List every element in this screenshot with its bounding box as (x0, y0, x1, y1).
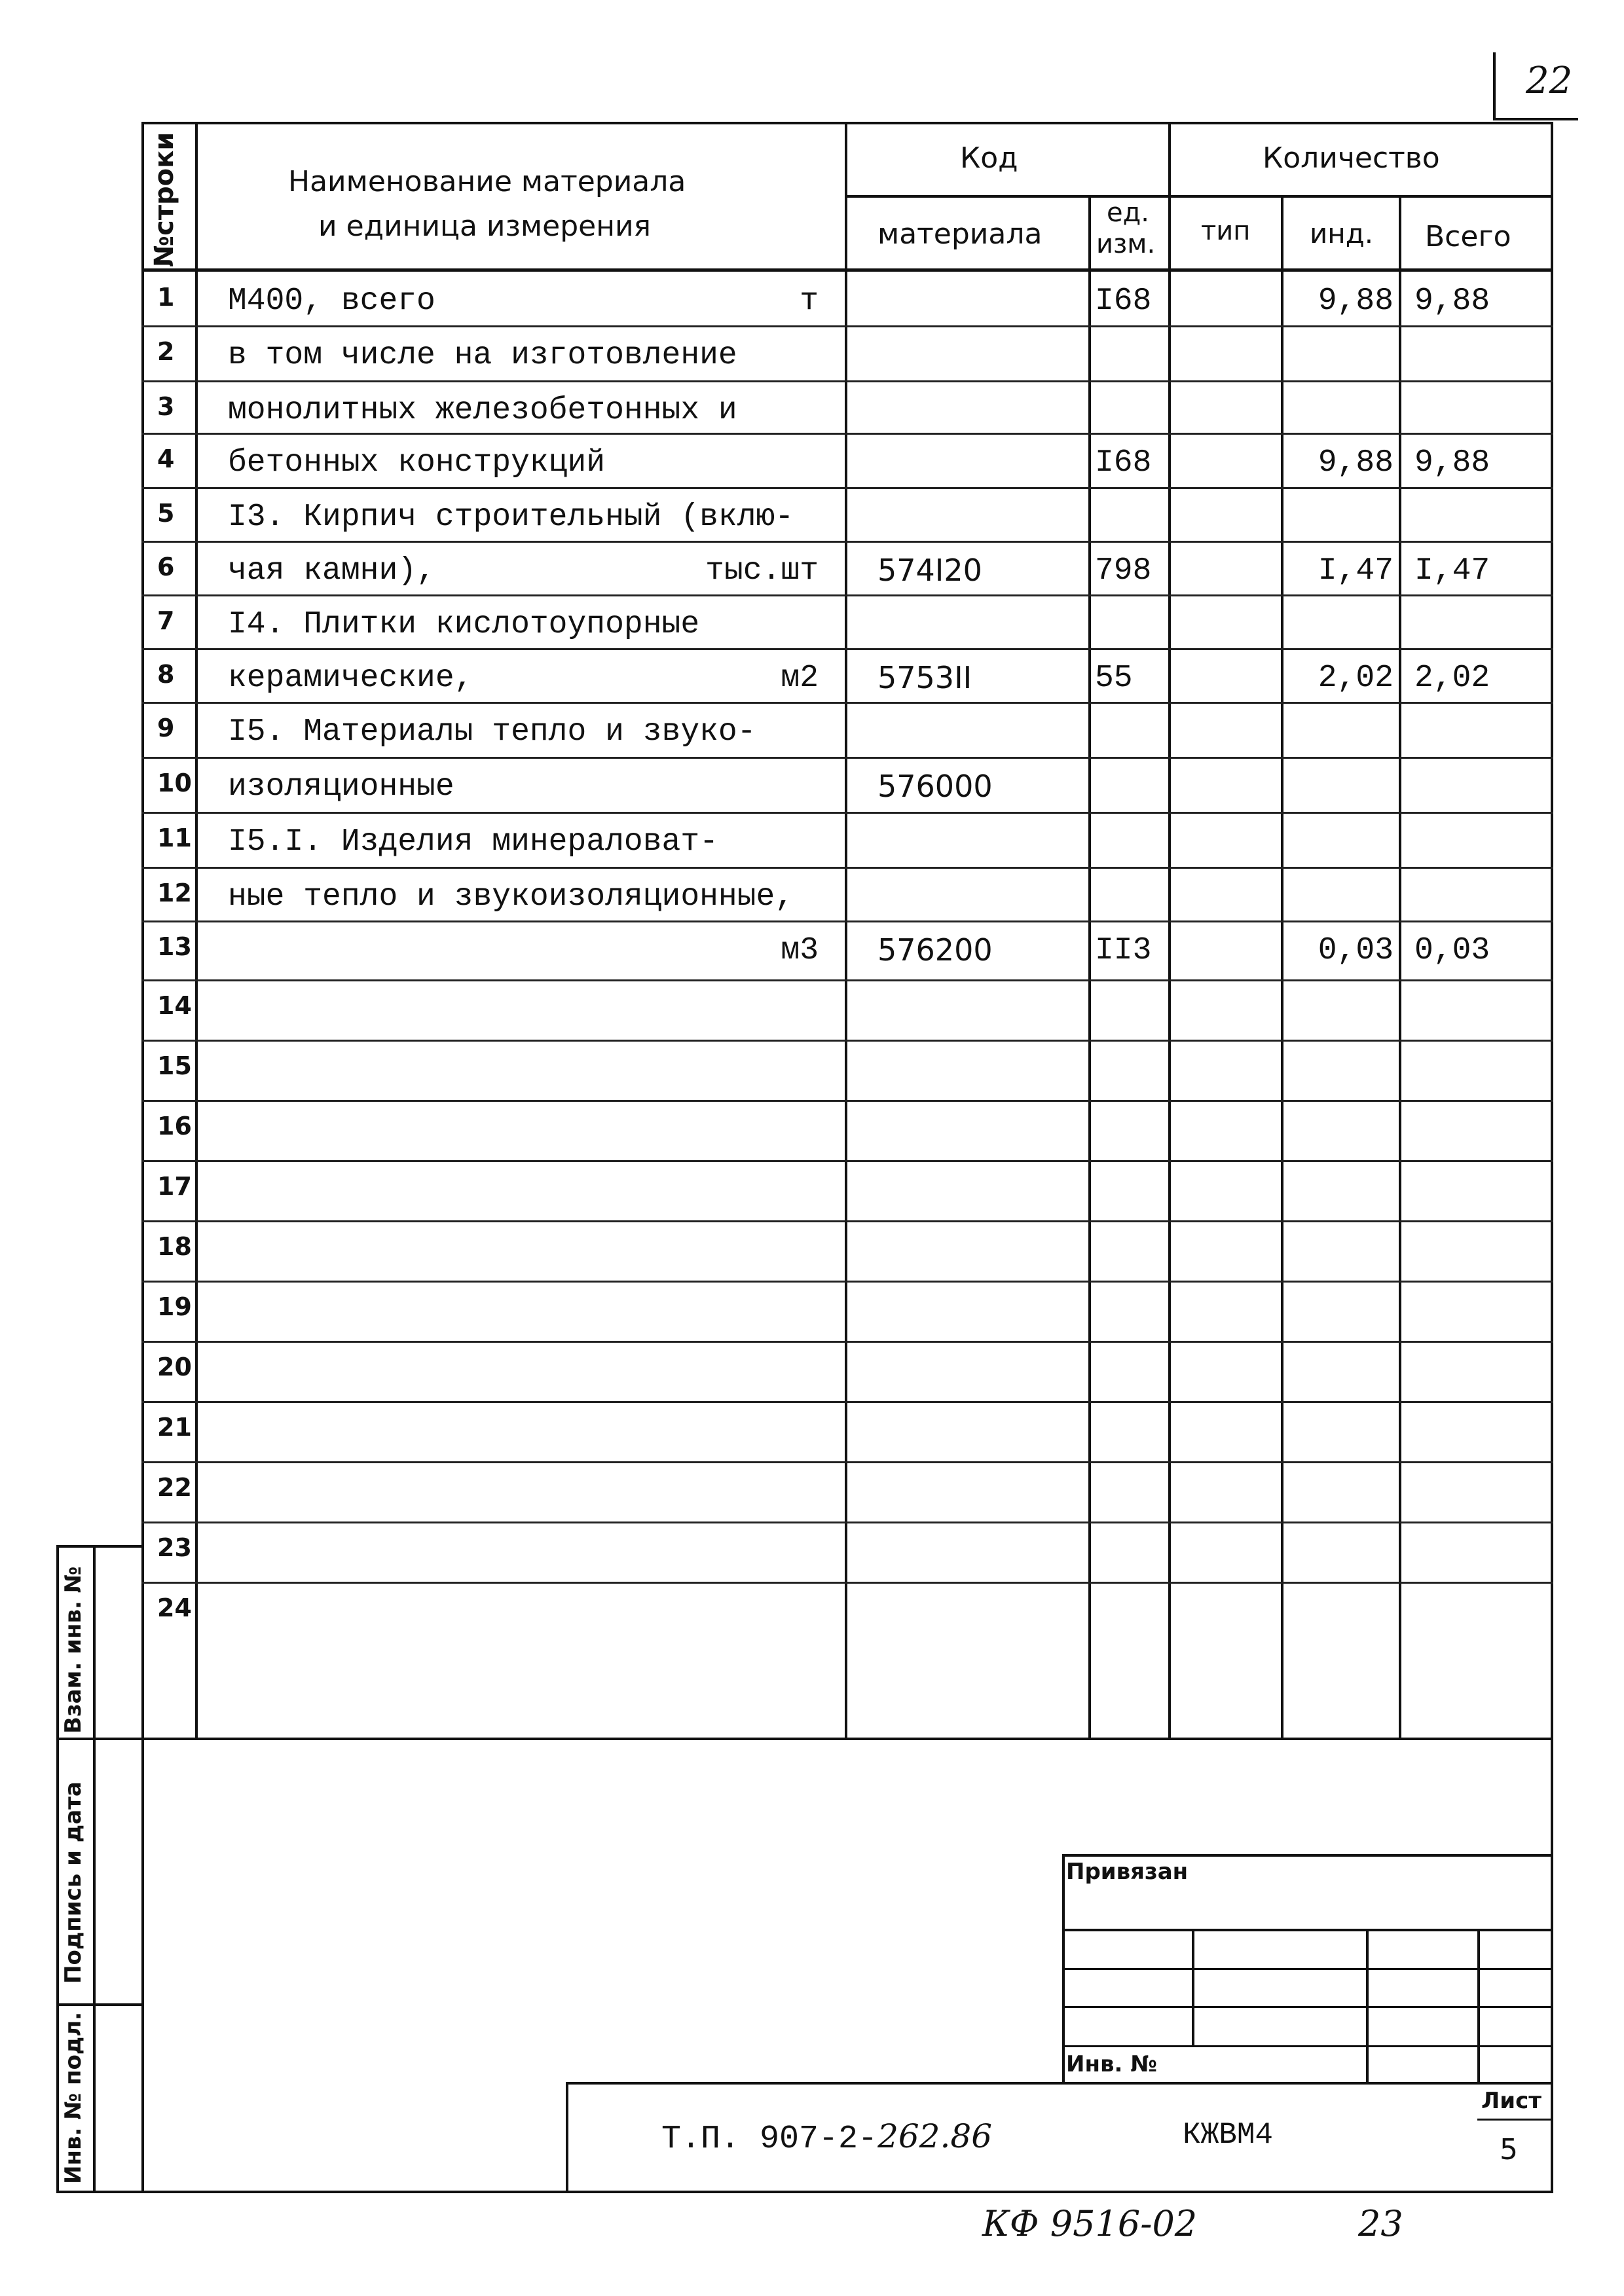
row-number: 19 (157, 1292, 192, 1321)
row-separator (141, 757, 1553, 759)
row-separator (141, 812, 1553, 814)
row-number: 10 (157, 769, 192, 797)
cell-unit-name: т (800, 283, 819, 319)
cell-ind: 9,88 (1318, 445, 1393, 481)
cell-ind: 9,88 (1318, 283, 1393, 319)
unit-header-line2: изм. (1096, 229, 1156, 259)
row-separator (141, 594, 1553, 596)
row-separator (141, 487, 1553, 489)
row-number: 23 (157, 1533, 192, 1562)
row-separator (141, 1401, 1553, 1403)
cell-total: I,47 (1414, 553, 1490, 589)
cell-total: 2,02 (1414, 661, 1490, 696)
row-separator (141, 867, 1553, 869)
sheet-label: Лист (1481, 2088, 1541, 2114)
row-number: 15 (157, 1051, 192, 1080)
row-separator (141, 702, 1553, 704)
cell-code: 576200 (877, 932, 993, 968)
cell-unit: 55 (1095, 661, 1133, 696)
code-header: Код (960, 141, 1018, 175)
row-number: 4 (157, 445, 175, 473)
row-number: 22 (157, 1473, 192, 1502)
cell-unit-name: тыс.шт (705, 553, 819, 589)
cell-name: изоляционные (228, 769, 454, 805)
cell-unit: I68 (1095, 445, 1152, 481)
row-separator (141, 1522, 1553, 1523)
cell-name: М400, всего (228, 283, 435, 319)
ind-header: инд. (1310, 217, 1374, 249)
row-number: 7 (157, 606, 175, 635)
cell-code: 576000 (877, 769, 993, 804)
row-number-header: №строки (149, 132, 179, 267)
row-number: 6 (157, 553, 175, 581)
cell-name: монолитных железобетонных и (228, 393, 737, 428)
row-number: 21 (157, 1413, 192, 1442)
vzam-inv-label: Взам. инв. № (60, 1566, 86, 1734)
type-header: тип (1201, 216, 1251, 246)
cell-unit: 798 (1095, 553, 1152, 589)
unit-header-line1: ед. (1107, 198, 1149, 228)
row-separator (141, 648, 1553, 650)
cell-name: I5. Материалы тепло и звуко- (228, 714, 756, 750)
row-number: 8 (157, 660, 175, 689)
cell-unit: II3 (1095, 933, 1152, 968)
document-code-prefix: Т.П. 907-2- (661, 2121, 878, 2158)
cell-name: керамические, (228, 661, 473, 696)
row-separator (141, 1341, 1553, 1343)
sheet-number: 5 (1500, 2133, 1518, 2166)
row-number: 2 (157, 337, 175, 366)
cell-total: 9,88 (1414, 445, 1490, 481)
row-separator (141, 433, 1553, 435)
row-separator (141, 1461, 1553, 1463)
row-number: 9 (157, 714, 175, 742)
row-separator (141, 1100, 1553, 1102)
row-number: 13 (157, 932, 192, 961)
cell-code: 5753II (877, 660, 972, 695)
cell-name: I3. Кирпич строительный (вклю- (228, 500, 794, 535)
inv-no-label: Инв. № (1066, 2051, 1158, 2077)
cell-unit: I68 (1095, 283, 1152, 319)
document-mark: КЖВМ4 (1183, 2118, 1274, 2152)
material-code-header: материала (877, 217, 1043, 251)
row-number: 11 (157, 824, 192, 852)
cell-unit-name: м3 (781, 933, 819, 968)
row-number: 14 (157, 991, 192, 1020)
row-separator (141, 380, 1553, 382)
cell-unit-name: м2 (781, 661, 819, 696)
name-header-line2: и единица измерения (318, 210, 652, 243)
row-separator (141, 1040, 1553, 1042)
row-number: 3 (157, 392, 175, 421)
cell-total: 0,03 (1414, 933, 1490, 968)
row-separator (141, 920, 1553, 922)
row-separator (141, 979, 1553, 981)
row-separator (141, 1281, 1553, 1283)
document-code-number: 262.86 (877, 2117, 993, 2155)
inv-podl-label: Инв. № подл. (60, 2011, 86, 2184)
cell-name: чая камни), (228, 553, 435, 589)
cell-name: в том числе на изготовление (228, 338, 737, 373)
row-separator (141, 541, 1553, 543)
name-header-line1: Наименование материала (288, 165, 686, 198)
row-number: 5 (157, 499, 175, 528)
row-number: 12 (157, 879, 192, 907)
privyazan-label: Привязан (1066, 1859, 1189, 1885)
signature-date-label: Подпись и дата (60, 1781, 86, 1984)
row-separator (141, 1582, 1553, 1584)
row-number: 1 (157, 283, 175, 312)
cell-name: I5.I. Изделия минераловат- (228, 824, 718, 860)
cell-ind: 2,02 (1318, 661, 1393, 696)
row-number: 18 (157, 1232, 192, 1261)
cell-name: ные тепло и звукоизоляционные, (228, 879, 794, 915)
corner-page-number: 22 (1526, 60, 1573, 102)
row-separator (141, 1160, 1553, 1162)
footer-code: КФ 9516-02 (982, 2203, 1198, 2244)
cell-name: I4. Плитки кислотоупорные (228, 607, 700, 642)
row-number: 24 (157, 1594, 192, 1622)
document-code (661, 2117, 993, 2158)
cell-code: 574I20 (877, 553, 982, 588)
cell-name: бетонных конструкций (228, 445, 606, 481)
footer-number: 23 (1358, 2203, 1403, 2244)
quantity-header: Количество (1263, 141, 1440, 175)
total-header: Всего (1425, 220, 1511, 253)
cell-ind: I,47 (1318, 553, 1393, 589)
cell-total: 9,88 (1414, 283, 1490, 319)
row-number: 20 (157, 1353, 192, 1381)
row-number: 17 (157, 1172, 192, 1201)
cell-ind: 0,03 (1318, 933, 1393, 968)
row-number: 16 (157, 1112, 192, 1140)
row-separator (141, 1220, 1553, 1222)
row-separator (141, 325, 1553, 327)
